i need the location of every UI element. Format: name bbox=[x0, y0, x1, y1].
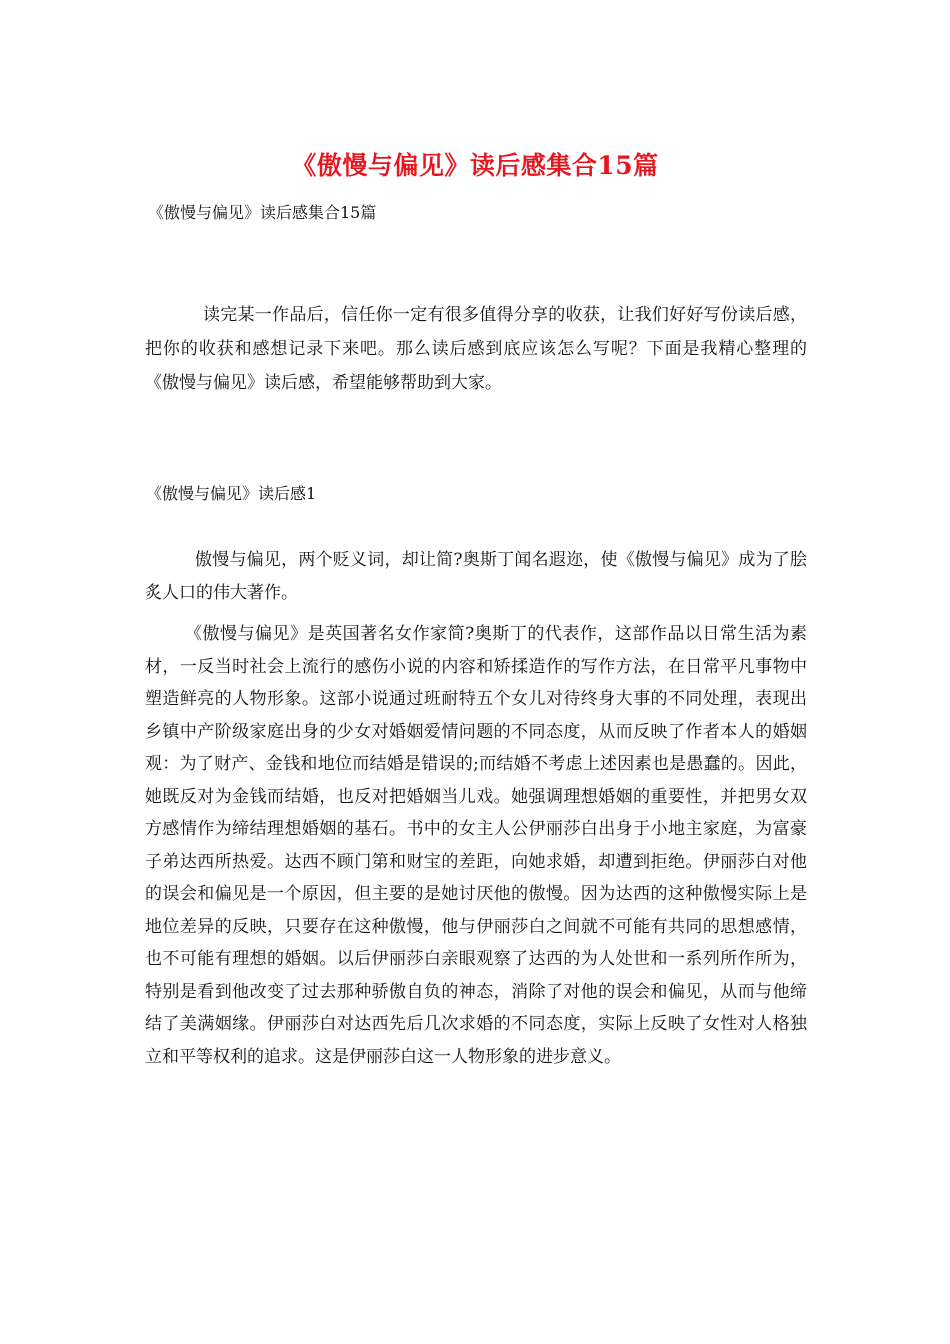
intro-paragraph: 读完某一作品后，信任你一定有很多值得分享的收获，让我们好好写份读后感，把你的收获和感想记录下来吧。那么读后感到底应该怎么写呢？下面是我精心整理的《傲慢与偏见》读后感，希望能够帮助到大家。 bbox=[145, 305, 807, 393]
document-title: 《傲慢与偏见》读后感集合15篇 bbox=[291, 151, 659, 180]
body-paragraph: 傲慢与偏见，两个贬义词，却让简?奥斯丁闻名遐迩，使《傲慢与偏见》成为了脍炙人口的伟大著作。 bbox=[145, 550, 807, 603]
document-subtitle: 《傲慢与偏见》读后感集合15篇 bbox=[148, 203, 377, 222]
section-heading: 《傲慢与偏见》读后感1 bbox=[146, 484, 317, 503]
body-paragraph: 《傲慢与偏见》是英国著名女作家简?奥斯丁的代表作，这部作品以日常生活为素材，一反当时社会上流行的感伤小说的内容和矫揉造作的写作方法，在日常平凡事物中塑造鲜亮的人物形象。这部小说通过班耐特五个女儿对待终身大事的不同处理，表现出乡镇中产阶级家庭出身的少女对婚姻爱情问题的不同态度，从而反映了作者本人的婚姻观：为了财产、金钱和地位而结婚是错误的;而结婚不考虑上述因素也是愚蠢的。因此，她既反对为金钱而结婚，也反对把婚姻当儿戏。她强调理想婚姻的重要性，并把男女双方感情作为缔结理想婚姻的基石。书中的女主人公伊丽莎白出身于小地主家庭，为富豪子弟达西所热爱。达西不顾门第和财宝的差距，向她求婚，却遭到拒绝。伊丽莎白对他的误会和偏见是一个原因，但主要的是她讨厌他的傲慢。因为达西的这种傲慢实际上是地位差异的反映，只要存在这种傲慢，他与伊丽莎白之间就不可能有共同的思想感情，也不可能有理想的婚姻。以后伊丽莎白亲眼观察了达西的为人处世和一系列所作所为，特别是看到他改变了过去那种骄傲自负的神态，消除了对他的误会和偏见，从而与他缔结了美满姻缘。伊丽莎白对达西先后几次求婚的不同态度，实际上反映了女性对人格独立和平等权利的追求。这是伊丽莎白这一人物形象的进步意义。 bbox=[145, 624, 807, 1067]
